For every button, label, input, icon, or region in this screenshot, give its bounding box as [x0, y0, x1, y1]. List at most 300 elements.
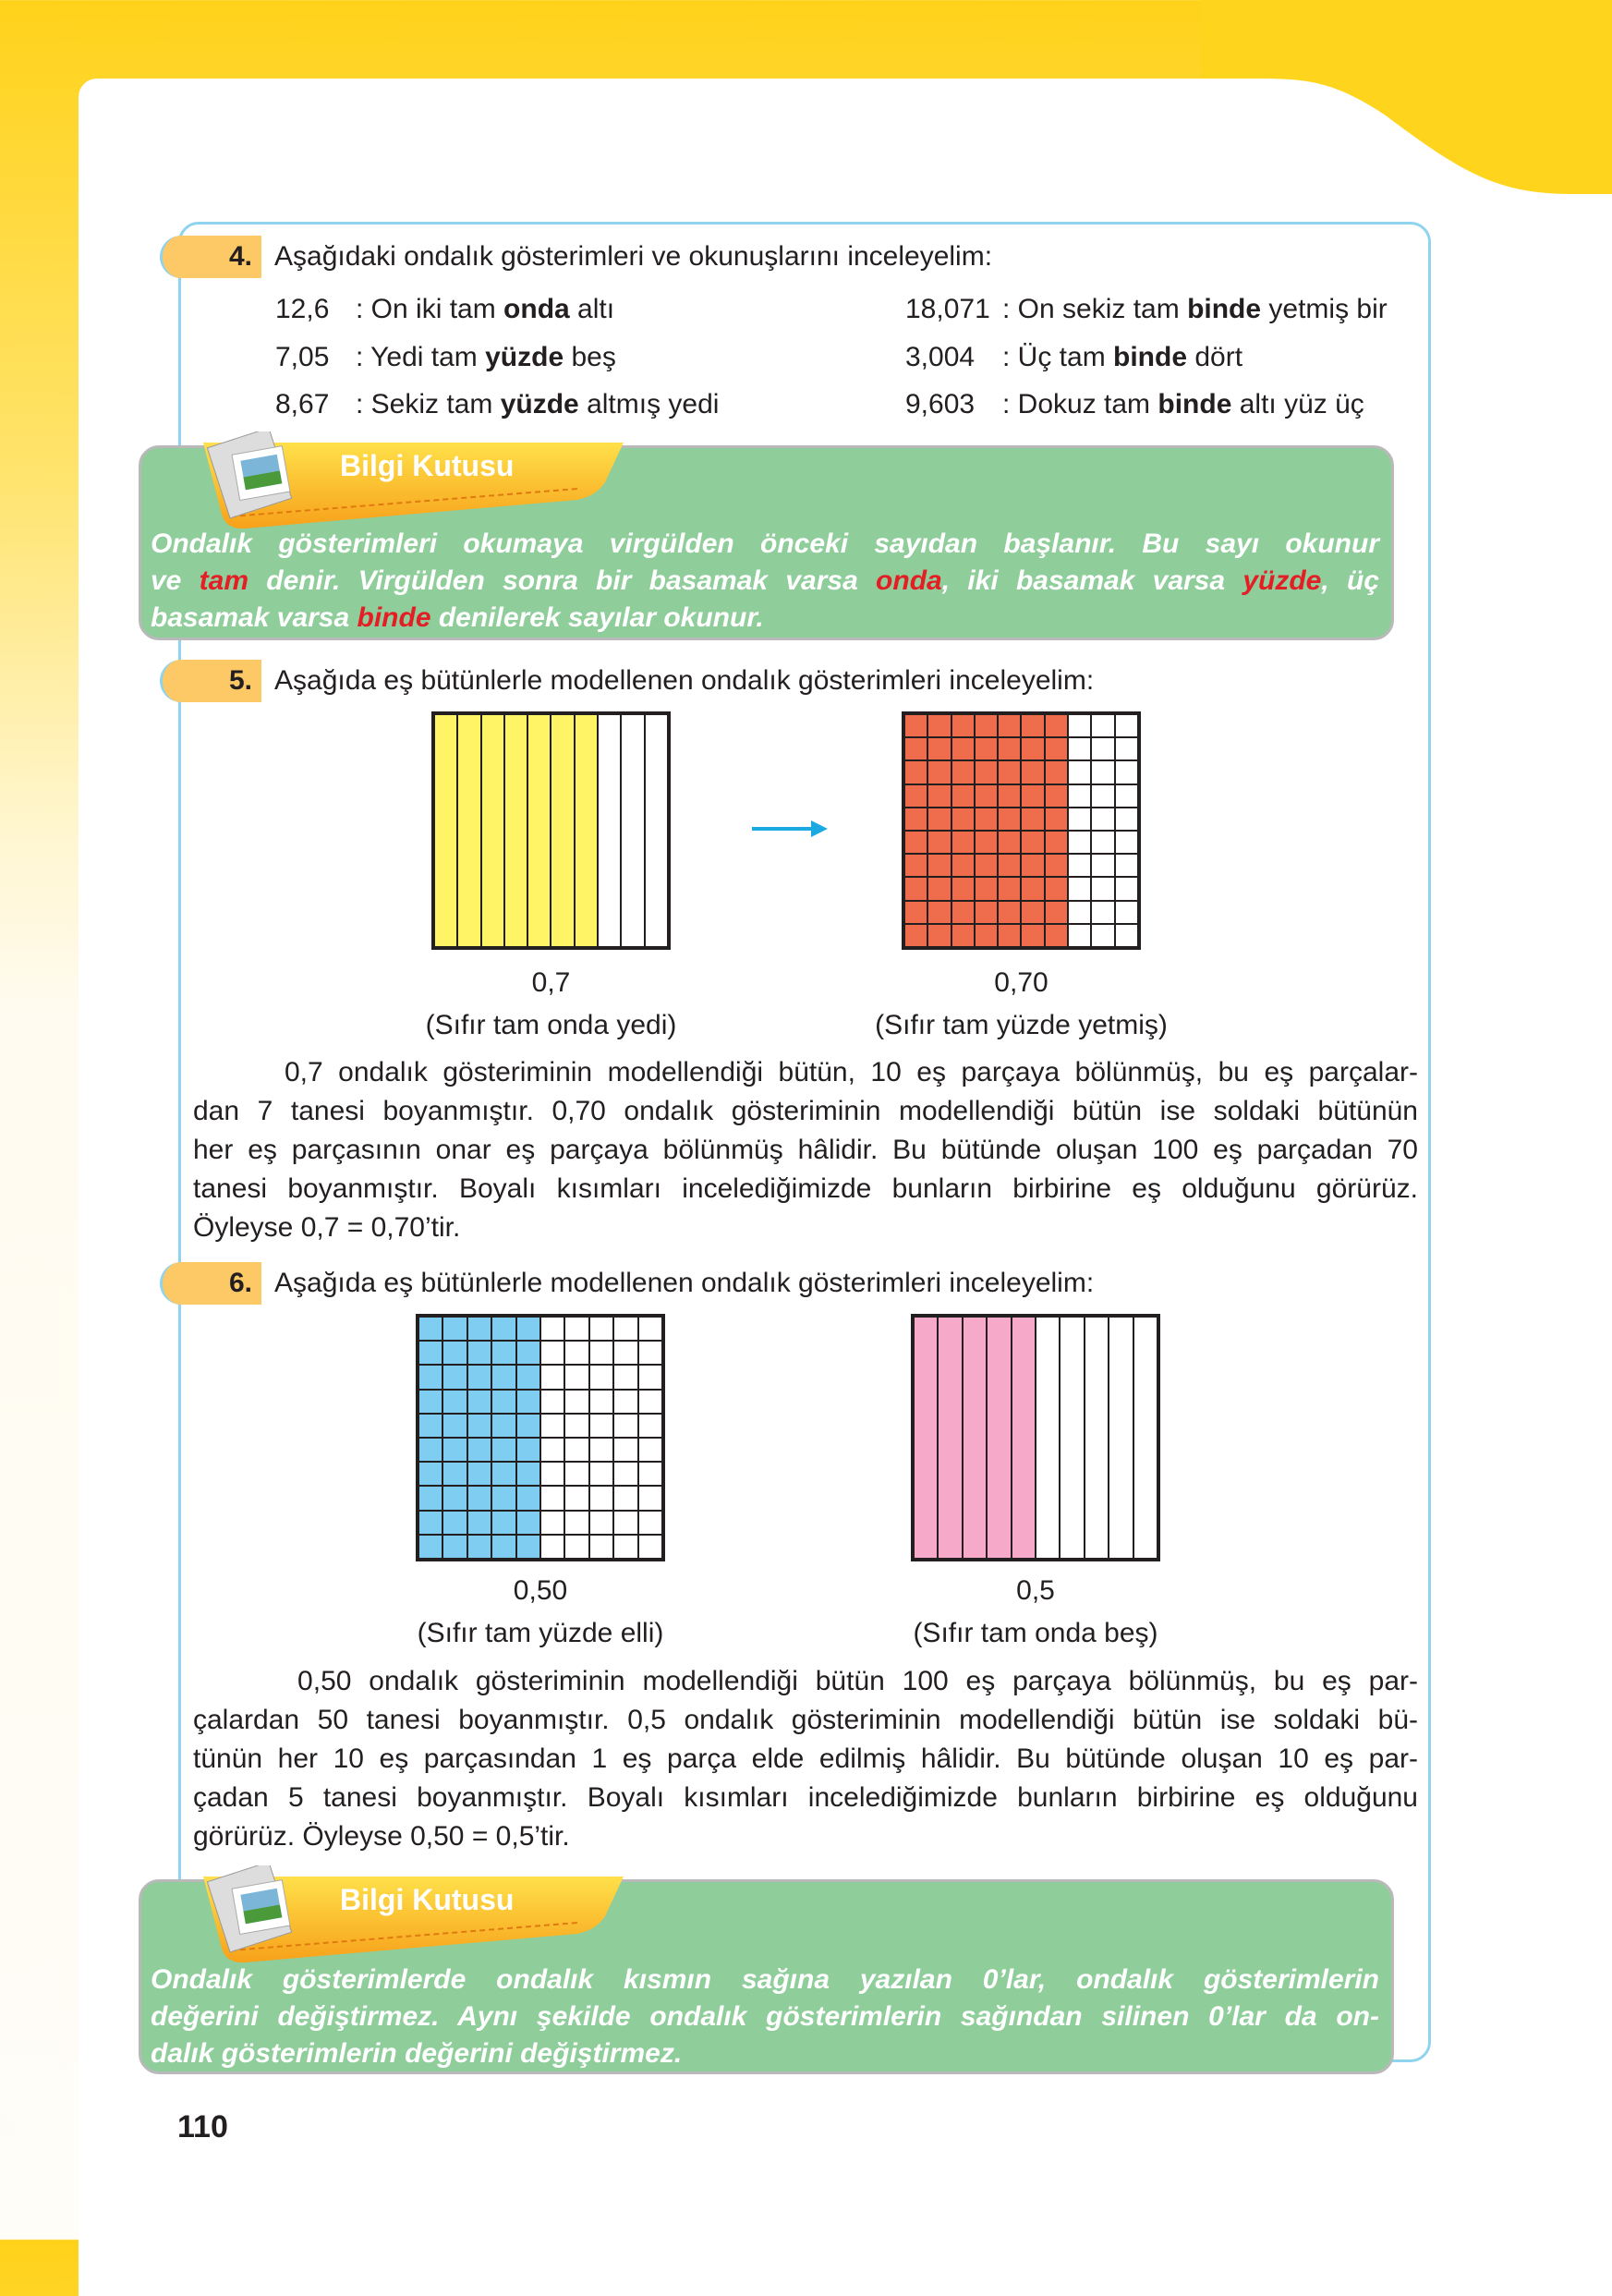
shaded-cell — [904, 854, 927, 877]
empty-cell — [564, 1390, 588, 1414]
reading-plain: altı yüz üç — [1231, 389, 1364, 419]
empty-cell — [1115, 808, 1138, 831]
shaded-cell — [457, 714, 480, 947]
empty-cell — [589, 1390, 613, 1414]
q4-number: 4. — [229, 241, 253, 272]
shaded-cell — [491, 1438, 515, 1462]
shaded-cell — [551, 714, 574, 947]
empty-cell — [564, 1535, 588, 1559]
reading-plain: : Dokuz tam — [1002, 389, 1158, 419]
empty-cell — [1091, 901, 1114, 924]
empty-cell — [1091, 784, 1114, 808]
empty-cell — [613, 1317, 637, 1341]
info-text: ve — [151, 565, 200, 596]
reading-number: 12,6 — [275, 294, 330, 324]
empty-cell — [540, 1390, 564, 1414]
shaded-cell — [904, 808, 927, 831]
info-box-line — [151, 600, 1379, 637]
empty-cell — [1109, 1317, 1133, 1559]
empty-cell — [613, 1341, 637, 1365]
reading-plain: : On sekiz tam — [1002, 294, 1188, 324]
reading-bold: binde — [1157, 389, 1232, 419]
shaded-cell — [998, 760, 1021, 784]
info-text: denir. Virgülden sonra bir basamak varsa — [248, 565, 877, 596]
shaded-cell — [963, 1317, 987, 1559]
shaded-cell — [998, 854, 1021, 877]
model-value: 0,50 — [513, 1575, 568, 1606]
shaded-cell — [975, 831, 998, 854]
shaded-cell — [998, 877, 1021, 900]
reading-number: 9,603 — [905, 389, 976, 419]
empty-cell — [589, 1486, 613, 1510]
shaded-cell — [516, 1511, 540, 1535]
empty-cell — [638, 1365, 662, 1389]
empty-cell — [1133, 1317, 1157, 1559]
shaded-cell — [491, 1414, 515, 1438]
paragraph-line: her eş parçasının onar eş parçaya bölünmüş hâlidir. Bu bütünde oluşan 100 eş parçadan 70 — [193, 1135, 1418, 1165]
shaded-cell — [1045, 854, 1068, 877]
empty-cell — [1068, 784, 1091, 808]
shaded-cell — [467, 1390, 491, 1414]
empty-cell — [1060, 1317, 1084, 1559]
empty-cell — [613, 1535, 637, 1559]
empty-cell — [1115, 714, 1138, 737]
shaded-cell — [491, 1317, 515, 1341]
info-box-line — [151, 526, 1379, 563]
info-text: Ondalık gösterimleri okumaya virgülden önceki sayıdan başlanır. Bu sayı okunur — [151, 528, 1379, 559]
shaded-cell — [987, 1317, 1011, 1559]
info-text: , iki basamak varsa — [941, 565, 1243, 596]
empty-cell — [589, 1535, 613, 1559]
empty-cell — [589, 1462, 613, 1486]
empty-cell — [613, 1365, 637, 1389]
shaded-cell — [951, 924, 975, 947]
reading-plain: altmış yedi — [578, 389, 720, 419]
shaded-cell — [418, 1486, 442, 1510]
info-box-line — [151, 2035, 1379, 2072]
shaded-cell — [418, 1390, 442, 1414]
shaded-cell — [927, 831, 951, 854]
empty-cell — [589, 1365, 613, 1389]
paragraph-line: çadan 5 tanesi boyanmıştır. Boyalı kısımları incelediğimizde bunların birbirine eş olduğunu — [193, 1782, 1418, 1813]
shaded-cell — [951, 808, 975, 831]
shaded-cell — [1021, 901, 1044, 924]
reading-text — [356, 386, 719, 423]
shaded-cell — [1045, 924, 1068, 947]
empty-cell — [564, 1317, 588, 1341]
shaded-cell — [504, 714, 527, 947]
highlight-term: binde — [357, 602, 431, 633]
page-number: 110 — [177, 2109, 228, 2144]
shaded-cell — [467, 1462, 491, 1486]
shaded-cell — [975, 924, 998, 947]
empty-cell — [589, 1341, 613, 1365]
shaded-cell — [442, 1462, 467, 1486]
shaded-cell — [516, 1414, 540, 1438]
highlight-term: onda — [876, 565, 942, 596]
empty-cell — [1115, 901, 1138, 924]
info-box-title: Bilgi Kutusu — [340, 449, 515, 482]
reading-plain: : Üç tam — [1002, 342, 1114, 372]
shaded-cell — [527, 714, 551, 947]
empty-cell — [564, 1414, 588, 1438]
shaded-cell — [1045, 737, 1068, 760]
shaded-cell — [418, 1535, 442, 1559]
shaded-cell — [442, 1486, 467, 1510]
shaded-cell — [1045, 831, 1068, 854]
empty-cell — [540, 1438, 564, 1462]
q5-number: 5. — [229, 665, 253, 696]
paragraph-line: Öyleyse 0,7 = 0,70’tir. — [193, 1212, 461, 1243]
paragraph-line: tanesi boyanmıştır. Boyalı kısımları incelediğimizde bunların birbirine eş olduğunu görürüz. — [193, 1173, 1418, 1204]
empty-cell — [1115, 737, 1138, 760]
empty-cell — [613, 1462, 637, 1486]
q5-title: Aşağıda eş bütünlerle modellenen ondalık gösterimleri inceleyelim: — [274, 665, 1095, 696]
empty-cell — [1036, 1317, 1060, 1559]
shaded-cell — [1021, 808, 1044, 831]
info-text: basamak varsa — [151, 602, 358, 633]
empty-cell — [638, 1511, 662, 1535]
shaded-cell — [1021, 714, 1044, 737]
empty-cell — [540, 1341, 564, 1365]
shaded-cell — [998, 831, 1021, 854]
model-value: 0,7 — [531, 967, 571, 998]
highlight-term: tam — [199, 565, 249, 596]
info-text: denilerek sayılar okunur. — [430, 602, 764, 633]
empty-cell — [638, 1535, 662, 1559]
empty-cell — [1091, 760, 1114, 784]
shaded-cell — [418, 1341, 442, 1365]
empty-cell — [1091, 737, 1114, 760]
shaded-cell — [951, 737, 975, 760]
shaded-cell — [998, 808, 1021, 831]
shaded-cell — [442, 1535, 467, 1559]
empty-cell — [1091, 877, 1114, 900]
shaded-cell — [491, 1511, 515, 1535]
arrow-right-icon — [750, 818, 830, 840]
shaded-cell — [516, 1462, 540, 1486]
shaded-cell — [442, 1438, 467, 1462]
empty-cell — [613, 1486, 637, 1510]
empty-cell — [540, 1462, 564, 1486]
shaded-cell — [951, 854, 975, 877]
shaded-cell — [904, 831, 927, 854]
empty-cell — [1068, 808, 1091, 831]
shaded-cell — [904, 737, 927, 760]
shaded-cell — [467, 1365, 491, 1389]
decimal-model-grid — [902, 711, 1141, 950]
paragraph-line: dan 7 tanesi boyanmıştır. 0,70 ondalık gösteriminin modellendiği bütün ise soldaki bütünün — [193, 1096, 1418, 1126]
shaded-cell — [516, 1317, 540, 1341]
empty-cell — [564, 1365, 588, 1389]
empty-cell — [564, 1511, 588, 1535]
shaded-cell — [491, 1486, 515, 1510]
shaded-cell — [418, 1462, 442, 1486]
shaded-cell — [1045, 784, 1068, 808]
empty-cell — [1091, 714, 1114, 737]
shaded-cell — [975, 877, 998, 900]
shaded-cell — [516, 1535, 540, 1559]
empty-cell — [1068, 760, 1091, 784]
shaded-cell — [481, 714, 504, 947]
shaded-cell — [1021, 877, 1044, 900]
reading-text — [356, 291, 614, 328]
shaded-cell — [491, 1535, 515, 1559]
shaded-cell — [904, 760, 927, 784]
highlight-term: yüzde — [1242, 565, 1322, 596]
reading-bold: binde — [1113, 342, 1188, 372]
shaded-cell — [516, 1438, 540, 1462]
shaded-cell — [491, 1390, 515, 1414]
empty-cell — [1115, 760, 1138, 784]
empty-cell — [638, 1390, 662, 1414]
shaded-cell — [575, 714, 598, 947]
info-text: , üç — [1321, 565, 1379, 596]
empty-cell — [1068, 877, 1091, 900]
paragraph-line: 0,7 ondalık gösteriminin modellendiği bütün, 10 eş parçaya bölünmüş, bu eş parçalar- — [193, 1057, 1418, 1087]
shaded-cell — [1045, 760, 1068, 784]
shaded-cell — [951, 714, 975, 737]
empty-cell — [1068, 901, 1091, 924]
empty-cell — [1115, 924, 1138, 947]
shaded-cell — [491, 1365, 515, 1389]
shaded-cell — [927, 877, 951, 900]
info-text: değerini değiştirmez. Aynı şekilde ondalık gösterimlerin sağından silinen 0’lar da on- — [151, 2001, 1379, 2032]
shaded-cell — [418, 1511, 442, 1535]
reading-text — [356, 339, 616, 376]
empty-cell — [589, 1317, 613, 1341]
empty-cell — [645, 714, 668, 947]
shaded-cell — [467, 1511, 491, 1535]
shaded-cell — [1021, 737, 1044, 760]
shaded-cell — [1045, 808, 1068, 831]
empty-cell — [589, 1438, 613, 1462]
empty-cell — [1091, 854, 1114, 877]
shaded-cell — [434, 714, 457, 947]
shaded-cell — [927, 760, 951, 784]
shaded-cell — [1045, 901, 1068, 924]
reading-plain: : Sekiz tam — [356, 389, 501, 419]
empty-cell — [1091, 924, 1114, 947]
shaded-cell — [938, 1317, 962, 1559]
info-box-line — [151, 1962, 1379, 1998]
shaded-cell — [442, 1365, 467, 1389]
empty-cell — [1068, 737, 1091, 760]
shaded-cell — [975, 901, 998, 924]
decimal-model-grid — [911, 1314, 1160, 1561]
shaded-cell — [975, 808, 998, 831]
shaded-cell — [998, 714, 1021, 737]
shaded-cell — [951, 831, 975, 854]
empty-cell — [540, 1414, 564, 1438]
shaded-cell — [418, 1414, 442, 1438]
empty-cell — [1115, 831, 1138, 854]
decimal-model-grid — [431, 711, 671, 950]
model-reading: (Sıfır tam onda beş) — [913, 1618, 1158, 1648]
shaded-cell — [467, 1535, 491, 1559]
empty-cell — [621, 714, 644, 947]
shaded-cell — [951, 760, 975, 784]
shaded-cell — [975, 854, 998, 877]
shaded-cell — [998, 784, 1021, 808]
empty-cell — [1115, 877, 1138, 900]
shaded-cell — [467, 1341, 491, 1365]
reading-plain: yetmiş bir — [1261, 294, 1388, 324]
empty-cell — [564, 1341, 588, 1365]
shaded-cell — [1021, 760, 1044, 784]
shaded-cell — [998, 901, 1021, 924]
shaded-cell — [998, 924, 1021, 947]
empty-cell — [1068, 854, 1091, 877]
shaded-cell — [904, 924, 927, 947]
shaded-cell — [516, 1341, 540, 1365]
shaded-cell — [442, 1341, 467, 1365]
empty-cell — [1091, 831, 1114, 854]
empty-cell — [638, 1462, 662, 1486]
q4-title: Aşağıdaki ondalık gösterimleri ve okunuşlarını inceleyelim: — [274, 241, 993, 272]
shaded-cell — [904, 901, 927, 924]
model-reading: (Sıfır tam yüzde yetmiş) — [875, 1010, 1168, 1040]
empty-cell — [1091, 808, 1114, 831]
model-value: 0,5 — [1016, 1575, 1055, 1606]
empty-cell — [638, 1317, 662, 1341]
shaded-cell — [467, 1414, 491, 1438]
reading-bold: yüzde — [500, 389, 579, 419]
shaded-cell — [1045, 714, 1068, 737]
paragraph-line: 0,50 ondalık gösteriminin modellendiği bütün 100 eş parçaya bölünmüş, bu eş par- — [193, 1666, 1418, 1696]
reading-number: 3,004 — [905, 342, 976, 372]
empty-cell — [540, 1486, 564, 1510]
empty-cell — [638, 1486, 662, 1510]
empty-cell — [564, 1462, 588, 1486]
shaded-cell — [998, 737, 1021, 760]
empty-cell — [638, 1341, 662, 1365]
shaded-cell — [516, 1486, 540, 1510]
corner-yellow — [1201, 0, 1612, 194]
decimal-model-grid — [416, 1314, 665, 1561]
shaded-cell — [1045, 877, 1068, 900]
shaded-cell — [951, 877, 975, 900]
empty-cell — [613, 1390, 637, 1414]
shaded-cell — [516, 1365, 540, 1389]
shaded-cell — [927, 924, 951, 947]
reading-number: 7,05 — [275, 342, 330, 372]
reading-text — [1002, 386, 1364, 423]
info-text: Ondalık gösterimlerde ondalık kısmın sağına yazılan 0’lar, ondalık gösterimlerin — [151, 1964, 1379, 1995]
empty-cell — [540, 1317, 564, 1341]
reading-text — [1002, 339, 1242, 376]
shaded-cell — [904, 784, 927, 808]
shaded-cell — [1021, 854, 1044, 877]
reading-bold: binde — [1187, 294, 1262, 324]
q6-number: 6. — [229, 1268, 253, 1298]
shaded-cell — [927, 714, 951, 737]
shaded-cell — [1012, 1317, 1036, 1559]
empty-cell — [1068, 831, 1091, 854]
shaded-cell — [927, 808, 951, 831]
reading-plain: : On iki tam — [356, 294, 504, 324]
shaded-cell — [491, 1341, 515, 1365]
shaded-cell — [442, 1414, 467, 1438]
shaded-cell — [927, 854, 951, 877]
paragraph-line: çalardan 50 tanesi boyanmıştır. 0,5 ondalık gösteriminin modellendiği bütün ise soldaki bü- — [193, 1705, 1418, 1735]
model-value: 0,70 — [994, 967, 1048, 998]
shaded-cell — [442, 1511, 467, 1535]
reading-number: 8,67 — [275, 389, 330, 419]
reading-text — [1002, 291, 1388, 328]
shaded-cell — [927, 901, 951, 924]
reading-plain: altı — [569, 294, 615, 324]
shaded-cell — [442, 1390, 467, 1414]
shaded-cell — [467, 1438, 491, 1462]
shaded-cell — [1021, 924, 1044, 947]
empty-cell — [1115, 784, 1138, 808]
shaded-cell — [951, 784, 975, 808]
shaded-cell — [1021, 784, 1044, 808]
empty-cell — [613, 1438, 637, 1462]
paragraph-line: görürüz. Öyleyse 0,50 = 0,5’tir. — [193, 1821, 570, 1852]
empty-cell — [589, 1511, 613, 1535]
shaded-cell — [418, 1317, 442, 1341]
empty-cell — [589, 1414, 613, 1438]
q6-title: Aşağıda eş bütünlerle modellenen ondalık gösterimleri inceleyelim: — [274, 1268, 1095, 1298]
reading-plain: : Yedi tam — [356, 342, 486, 372]
shaded-cell — [927, 784, 951, 808]
shaded-cell — [975, 784, 998, 808]
paragraph-line: tünün her 10 eş parçasından 1 eş parça elde edilmiş hâlidir. Bu bütünde oluşan 10 eş par- — [193, 1743, 1418, 1774]
model-reading: (Sıfır tam yüzde elli) — [417, 1618, 664, 1648]
shaded-cell — [904, 714, 927, 737]
shaded-cell — [927, 737, 951, 760]
empty-cell — [1068, 924, 1091, 947]
empty-cell — [613, 1414, 637, 1438]
shaded-cell — [975, 714, 998, 737]
shaded-cell — [951, 901, 975, 924]
info-box-line — [151, 1998, 1379, 2035]
empty-cell — [540, 1535, 564, 1559]
shaded-cell — [442, 1317, 467, 1341]
shaded-cell — [491, 1462, 515, 1486]
empty-cell — [598, 714, 621, 947]
shaded-cell — [1021, 831, 1044, 854]
model-reading: (Sıfır tam onda yedi) — [425, 1010, 677, 1040]
empty-cell — [540, 1511, 564, 1535]
reading-bold: onda — [503, 294, 570, 324]
shaded-cell — [975, 760, 998, 784]
empty-cell — [1085, 1317, 1109, 1559]
empty-cell — [613, 1511, 637, 1535]
shaded-cell — [975, 737, 998, 760]
shaded-cell — [914, 1317, 938, 1559]
empty-cell — [564, 1486, 588, 1510]
shaded-cell — [418, 1438, 442, 1462]
shaded-cell — [467, 1317, 491, 1341]
info-box-line — [151, 563, 1379, 600]
info-text: dalık gösterimlerin değerini değiştirmez. — [151, 2038, 683, 2069]
shaded-cell — [467, 1486, 491, 1510]
reading-plain: dört — [1187, 342, 1243, 372]
empty-cell — [1068, 714, 1091, 737]
reading-number: 18,071 — [905, 294, 990, 324]
empty-cell — [1115, 854, 1138, 877]
shaded-cell — [904, 877, 927, 900]
reading-bold: yüzde — [485, 342, 564, 372]
empty-cell — [638, 1414, 662, 1438]
shaded-cell — [418, 1365, 442, 1389]
info-box-title: Bilgi Kutusu — [340, 1883, 515, 1916]
empty-cell — [564, 1438, 588, 1462]
empty-cell — [540, 1365, 564, 1389]
